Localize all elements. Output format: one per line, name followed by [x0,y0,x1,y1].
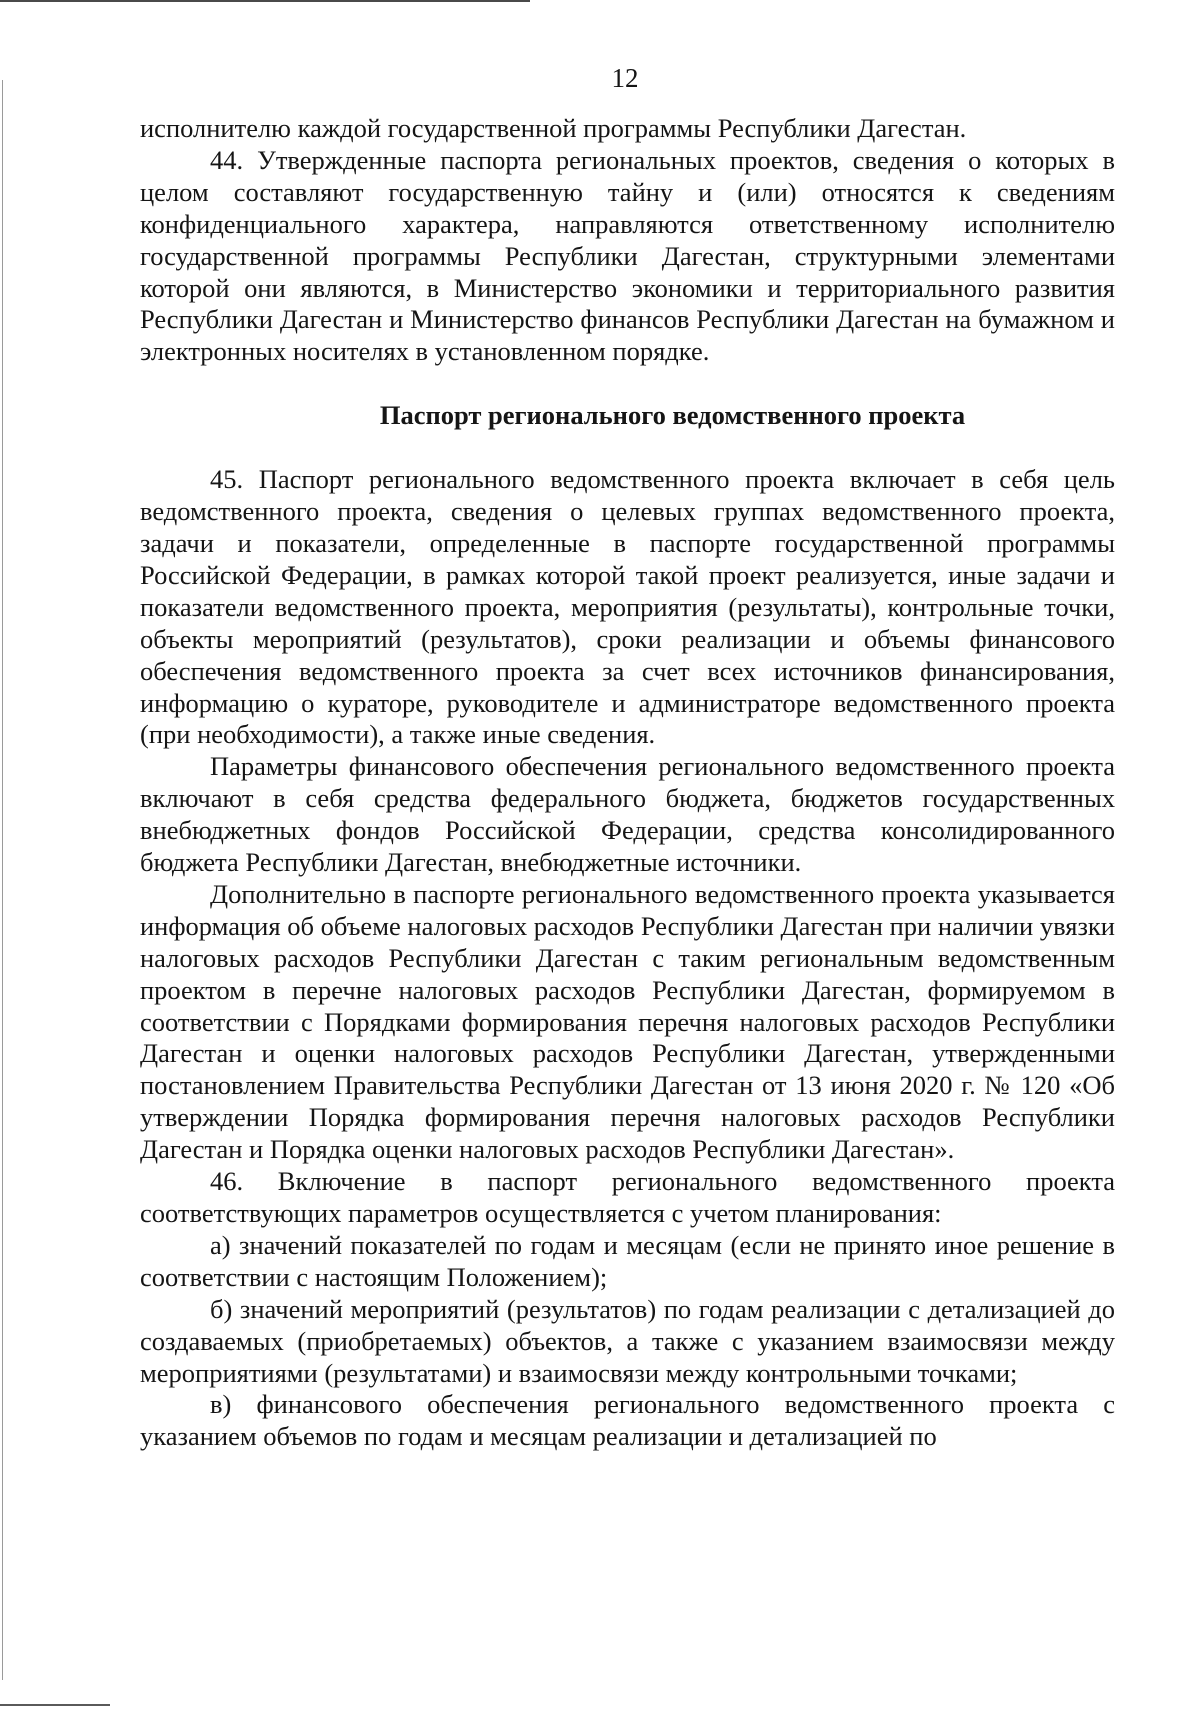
page-number: 12 [611,63,639,93]
scan-artifact-left [2,80,3,1680]
paragraph-financial-parameters: Параметры финансового обеспечения регионального ведомственного проекта включают в себя средства федерального бюджета, бюджетов государственных внебюджетных фондов Российской Федерации, средства консолидированного бюджета Республики Дагестан, внебюджетные источники. [140,751,1115,878]
paragraph-46: 46. Включение в паспорт регионального ведомственного проекта соответствующих параметров осуществляется с учетом планирования: [140,1166,1115,1228]
section-heading: Паспорт регионального ведомственного проекта [379,400,966,431]
paragraph-tax-expenditures: Дополнительно в паспорте регионального ведомственного проекта указывается информация об объеме налоговых расходов Республики Дагестан при наличии увязки налоговых расходов Республики Дагестан с таким региональным ведомственным проектом в перечне налоговых расходов Республики Дагестан, формируемом в соответствии с Порядками формирования перечня налоговых расходов Республики Дагестан и оценки налоговых расходов Республики Дагестан, утвержденными постановлением Правительства Республики Дагестан от 13 июня 2020 г. № 120 «Об утверждении Порядка формирования перечня налоговых расходов Республики Дагестан и Порядка оценки налоговых расходов Республики Дагестан». [140,878,1115,1165]
document-body [140,113,1115,1453]
scan-artifact-bottom [0,1704,110,1706]
scan-artifact-top [0,0,530,2]
paragraph-continuation: исполнителю каждой государственной программы Республики Дагестан. [140,113,967,143]
list-item-b: б) значений мероприятий (результатов) по годам реализации с детализацией до создаваемых (приобретаемых) объектов, а также с указанием взаимосвязи между мероприятиями (результатами) и взаимосвязи между контрольными точками; [140,1293,1115,1388]
paragraph-44: 44. Утвержденные паспорта региональных проектов, сведения о которых в целом составляют государственную тайну и (или) относятся к сведениям конфиденциального характера, направляются ответственному исполнителю государственной программы Республики Дагестан, структурными элементами которой они являются, в Министерство экономики и территориального развития Республики Дагестан и Министерство финансов Республики Дагестан на бумажном и электронных носителях в установленном порядке. [140,144,1115,367]
paragraph-45: 45. Паспорт регионального ведомственного проекта включает в себя цель ведомственного проекта, сведения о целевых группах ведомственного проекта, задачи и показатели, определенные в паспорте государственной программы Российской Федерации, в рамках которой такой проект реализуется, иные задачи и показатели ведомственного проекта, мероприятия (результаты), контрольные точки, объекты мероприятий (результатов), сроки реализации и объемы финансового обеспечения ведомственного проекта за счет всех источников финансирования, информацию о кураторе, руководителе и администраторе ведомственного проекта (при необходимости), а также иные сведения. [140,464,1115,750]
list-item-v: в) финансового обеспечения регионального ведомственного проекта с указанием объемов по годам и месяцам реализации и детализацией по [140,1389,1115,1452]
list-item-a: а) значений показателей по годам и месяцам (если не принято иное решение в соответствии с настоящим Положением); [140,1229,1115,1292]
